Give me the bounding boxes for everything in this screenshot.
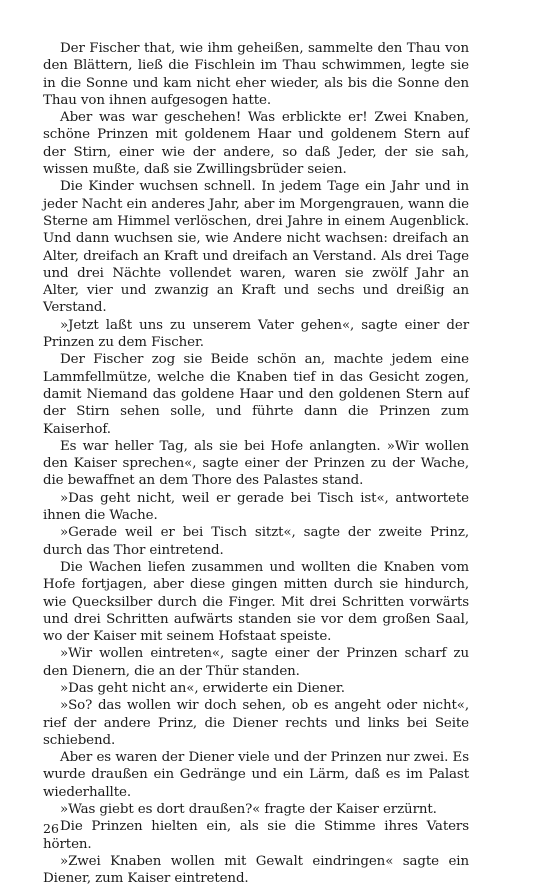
paragraph: »Jetzt laßt uns zu unserem Vater gehen«, sagte einer der Prinzen zu dem Fischer. (43, 317, 469, 351)
paragraph: Es war heller Tag, als sie bei Hofe anlangten. »Wir wollen den Kaiser sprechen«, sagte einer der Prinzen zu der Wache, die bewaffnet an dem Thore des Palastes stand. (43, 438, 469, 489)
paragraph: Aber was war geschehen! Was erblickte er! Zwei Knaben, schöne Prinzen mit goldenem Haar und goldenem Stern auf der Stirn, einer wie der andere, so daß Jeder, der sie sah, wissen mußte, daß sie Zwillingsbrüder seien. (43, 110, 469, 178)
paragraph: Der Fischer that, wie ihm geheißen, sammelte den Thau von den Blättern, ließ die Fischlein im Thau schwimmen, legte sie in die Sonne und kam nicht eher wieder, als bis die Sonne den Thau von ihnen aufgesogen hatte. (43, 41, 469, 108)
paragraph: Die Wachen liefen zusammen und wollten die Knaben vom Hofe fortjagen, aber diese gingen mitten durch sie hindurch, wie Quecksilber durch die Finger. Mit drei Schritten vorwärts und drei Schritten aufwärts standen sie vor dem großen Saal, wo der Kaiser mit seinem Hofstaat speiste. (43, 559, 469, 645)
paragraph: »So? das wollen wir doch sehen, ob es angeht oder nicht«, rief der andere Prinz, die Diener rechts und links bei Seite schiebend. (43, 698, 469, 748)
paragraph: »Was giebt es dort draußen?« fragte der Kaiser erzürnt. (60, 802, 437, 818)
paragraph: »Gerade weil er bei Tisch sitzt«, sagte der zweite Prinz, durch das Thor eintretend. (43, 525, 469, 558)
paragraph: »Das geht nicht an«, erwiderte ein Diener. (60, 680, 345, 696)
paragraph: Die Kinder wuchsen schnell. In jedem Tage ein Jahr und in jeder Nacht ein anderes Jahr, aber im Morgengrauen, wann die Sterne am Himmel verlöschen, drei Jahre in einem Augenblick. Und dann wuchsen sie, wie Andere nicht wachsen: dreifach an Alter, dreifach an Kraft und dreifach an Verstand. Als drei Tage und drei Nächte vollendet waren, waren sie zwölf Jahr an Alter, vier und zwanzig an Kraft und sechs und dreißig an Verstand. (43, 179, 469, 316)
paragraph: »Das geht nicht, weil er gerade bei Tisch ist«, antwortete ihnen die Wache. (43, 490, 469, 524)
page-body (43, 40, 469, 888)
paragraph: Die Prinzen hielten ein, als sie die Stimme ihres Vaters hörten. (43, 819, 469, 852)
paragraph: Aber es waren der Diener viele und der Prinzen nur zwei. Es wurde draußen ein Gedränge und ein Lärm, daß es im Palast wiederhallte. (43, 750, 469, 800)
paragraph: »Zwei Knaben wollen mit Gewalt eindringen« sagte ein Diener, zum Kaiser eintretend. (43, 853, 469, 887)
page-number: 26 (43, 821, 59, 836)
paragraph: »Wir wollen eintreten«, sagte einer der Prinzen scharf zu den Dienern, die an der Thür standen. (43, 646, 469, 679)
paragraph: Der Fischer zog sie Beide schön an, machte jedem eine Lammfellmütze, welche die Knaben tief in das Gesicht zogen, damit Niemand das goldene Haar und den goldenen Stern auf der Stirn sehen solle, und führte dann die Prinzen zum Kaiserhof. (43, 352, 469, 437)
